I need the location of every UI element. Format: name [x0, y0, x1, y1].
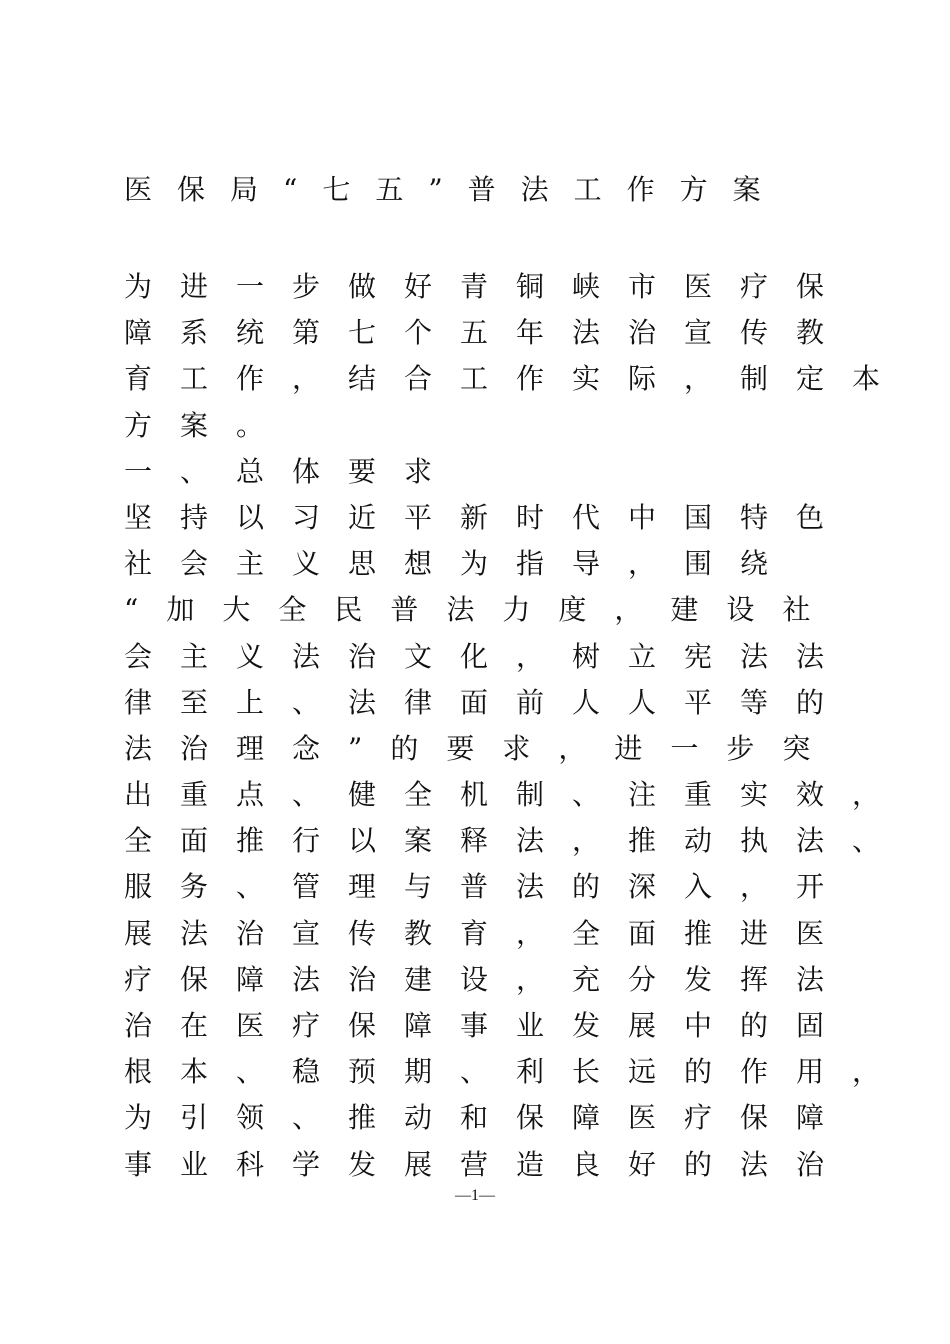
body-line: 育工作，结合工作实际，制定本 [124, 362, 909, 396]
body-line: 出重点、健全机制、注重实效， [124, 778, 909, 812]
document-title: 医保局“七五”普法工作方案 [124, 173, 786, 206]
body-line: 治在医疗保障事业发展中的固 [124, 1009, 853, 1042]
body-line: 根本、稳预期、利长远的作用， [124, 1055, 909, 1089]
body-line: 社会主义思想为指导，围绕 [124, 547, 797, 581]
body-line: 为进一步做好青铜峡市医疗保 [124, 270, 853, 303]
body-line: 全面推行以案释法，推动执法、 [124, 824, 909, 858]
body-line: 坚持以习近平新时代中国特色 [124, 500, 853, 534]
body-line: 展法治宣传教育，全面推进医 [124, 916, 853, 950]
body-line: 障系统第七个五年法治宣传教 [124, 316, 853, 350]
body-line: 为引领、推动和保障医疗保障 [124, 1101, 853, 1135]
document-body [124, 264, 909, 1188]
body-line: 疗保障法治建设，充分发挥法 [124, 962, 853, 996]
body-line: 会主义法治文化，树立宪法法 [124, 639, 853, 673]
section-heading: 一、总体要求 [124, 454, 461, 488]
body-line: “加大全民普法力度，建设社 [124, 593, 839, 627]
body-line: 律至上、法律面前人人平等的 [124, 685, 853, 719]
body-line: 服务、管理与普法的深入，开 [124, 870, 853, 904]
body-line: 事业科学发展营造良好的法治 [124, 1147, 853, 1181]
body-line: 法治理念”的要求，进一步突 [124, 731, 839, 765]
body-line: 方案。 [124, 408, 293, 442]
page-number: —1— [455, 1187, 495, 1204]
